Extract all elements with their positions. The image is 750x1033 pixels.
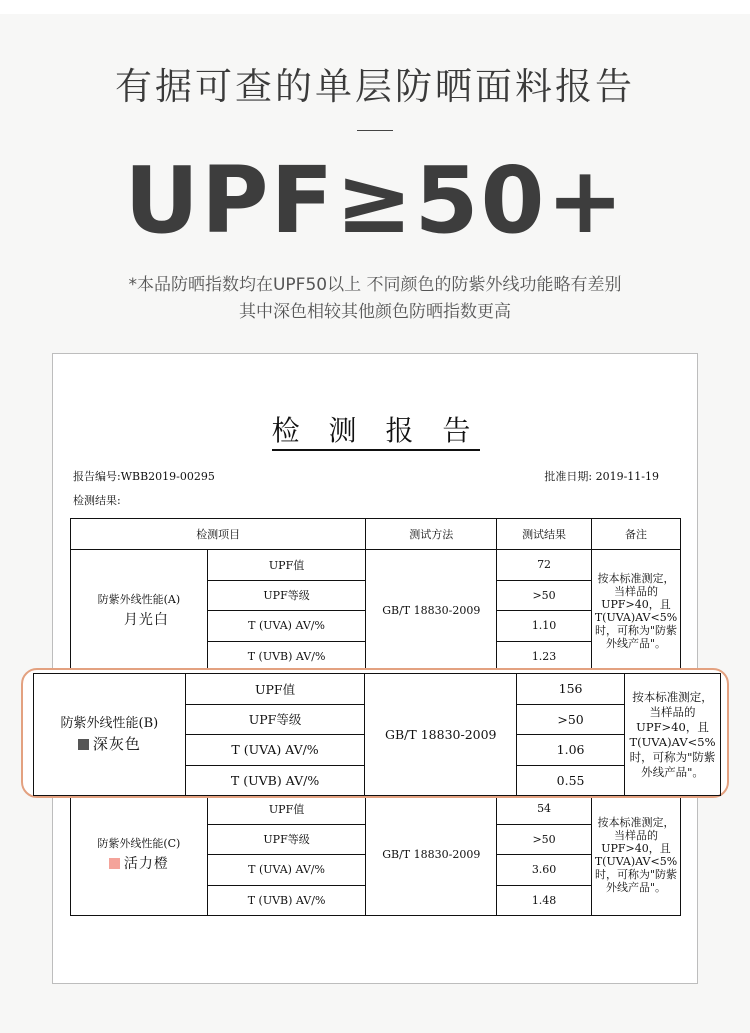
group-b-label: 防紫外线性能(B) 深灰色 [34,674,186,796]
table-row [71,794,681,825]
method-cell: GB/T 18830-2009 [366,550,497,672]
result-cell: 72 [497,550,592,581]
result-cell: 156 [517,674,625,705]
result-cell: 0.55 [517,765,625,796]
result-cell: 1.06 [517,735,625,766]
table-cell: UPF等级 [207,580,366,611]
remark-cell: 按本标准测定，当样品的UPF>40，且T(UVA)AV<5%时，可称为"防紫外线产品"。 [591,550,680,672]
note-line-1: *本品防晒指数均在UPF50以上 不同颜色的防紫外线功能略有差别 [128,275,622,295]
white-swatch-icon [109,614,120,625]
table-cell: UPF等级 [207,824,366,855]
table-cell: UPF值 [185,674,365,705]
result-cell: >50 [497,824,592,855]
gray-swatch-icon [78,739,89,750]
table-cell: T (UVA) AV/% [207,611,366,642]
table-cell: T (UVA) AV/% [185,735,365,766]
report-number: 报告编号:WBB2019-00295 [73,470,215,483]
result-cell: 54 [497,794,592,825]
remark-cell: 按本标准测定，当样品的UPF>40，且T(UVA)AV<5%时，可称为"防紫外线产品"。 [624,674,720,796]
header-item: 检测项目 [71,519,366,550]
table-cell: T (UVA) AV/% [207,855,366,886]
orange-swatch-icon [109,858,120,869]
table-cell: T (UVB) AV/% [185,765,365,796]
header-remark: 备注 [591,519,680,550]
highlight-table [33,673,721,796]
table-row [34,674,721,705]
header-result: 测试结果 [497,519,592,550]
table-cell: UPF值 [207,550,366,581]
header-method: 测试方法 [366,519,497,550]
upf-claim: UPF≥50+ [124,147,626,254]
table-cell: UPF值 [207,794,366,825]
result-cell: 1.23 [497,641,592,672]
top-strip [0,0,750,14]
highlighted-group-b [21,668,729,798]
table-cell: T (UVB) AV/% [207,885,366,916]
note-line-2: 其中深色相较其他颜色防晒指数更高 [239,302,511,322]
result-cell: 1.48 [497,885,592,916]
method-cell: GB/T 18830-2009 [365,674,517,796]
result-cell: >50 [497,580,592,611]
title-divider [357,130,393,131]
result-cell: 1.10 [497,611,592,642]
group-c-label: 防紫外线性能(C) 活力橙 [71,794,208,916]
group-a-label: 防紫外线性能(A) 月光白 [71,550,208,672]
remark-cell: 按本标准测定，当样品的UPF>40，且T(UVA)AV<5%时，可称为"防紫外线产品"。 [591,794,680,916]
headline: 有据可查的单层防晒面料报告 [115,65,635,108]
result-cell: >50 [517,704,625,735]
table-row [71,550,681,581]
result-cell: 3.60 [497,855,592,886]
table-header-row [71,519,681,550]
report-title: 检 测 报 告 [53,409,699,449]
table-cell: UPF等级 [185,704,365,735]
method-cell: GB/T 18830-2009 [366,794,497,916]
table-cell: T (UVB) AV/% [207,641,366,672]
approval-date: 批准日期: 2019-11-19 [544,470,659,483]
result-label: 检测结果: [73,494,121,507]
